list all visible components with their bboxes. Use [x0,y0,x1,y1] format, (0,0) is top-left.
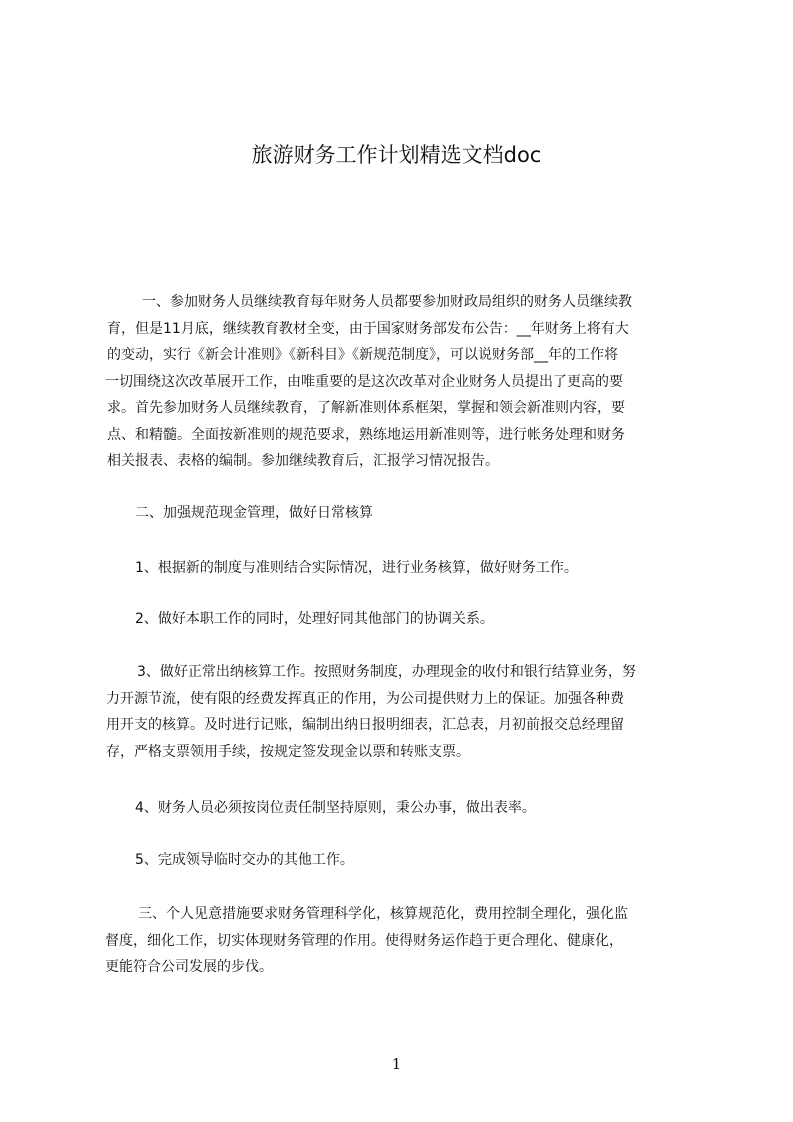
paragraph-line: 育，但是11月底，继续教育教材全变，由于国家财务部发布公告：__年财务上将有大 [107,320,629,337]
paragraph-continuing-education [107,289,699,475]
paragraph-line: 点、和精髓。全面按新准则的规范要求，熟练地运用新准则等，进行帐务处理和财务 [107,426,625,443]
paragraph-personal-suggestions [105,901,705,981]
list-item: 4、财务人员必须按岗位责任制坚持原则，秉公办事，做出表率。 [135,800,536,816]
list-item: 5、完成领导临时交办的其他工作。 [135,852,354,868]
paragraph-line: 存，严格支票领用手续，按规定签发现金以票和转账支票。 [106,743,470,760]
paragraph-cashier-accounting [106,659,706,765]
paragraph-line: 力开源节流，使有限的经费发挥真正的作用，为公司提供财力上的保证。加强各种费 [106,690,624,707]
paragraph-line: 用开支的核算。及时进行记账，编制出纳日报明细表，汇总表，月初前报交总经理留 [106,717,624,733]
list-item: 2、做好本职工作的同时，处理好同其他部门的协调关系。 [135,611,494,627]
paragraph-line: 督度，细化工作，切实体现财务管理的作用。使得财务运作趋于更合理化、健康化， [105,932,623,949]
page-number: 1 [391,1055,402,1073]
paragraph-line: 相关报表、表格的编制。参加继续教育后，汇报学习情况报告。 [107,453,499,469]
paragraph-line: 一、参加财务人员继续教育每年财务人员都要参加财政局组织的财务人员继续教 [142,294,632,310]
paragraph-line: 求。首先参加财务人员继续教育，了解新准则体系框架，掌握和领会新准则内容，要 [107,400,625,416]
paragraph-line: 一切围绕这次改革展开工作，由唯重要的是这次改革对企业财务人员提出了更高的要 [105,373,623,390]
paragraph-line: 的变动，实行《新会计准则》《新科目》《新规范制度》，可以说财务部__年的工作将 [107,347,618,363]
list-item: 1、根据新的制度与准则结合实际情况，进行业务核算，做好财务工作。 [135,560,578,576]
paragraph-line: 三、个人见意措施要求财务管理科学化，核算规范化，费用控制全理化，强化监 [138,906,628,922]
paragraph-line: 更能符合公司发展的步伐。 [105,959,273,975]
paragraph-line: 3、做好正常出纳核算工作。按照财务制度，办理现金的收付和银行结算业务，努 [137,664,636,680]
document-title: 旅游财务工作计划精选文档doc [251,143,542,167]
section-heading-cash-management: 二、加强规范现金管理，做好日常核算 [135,505,373,521]
